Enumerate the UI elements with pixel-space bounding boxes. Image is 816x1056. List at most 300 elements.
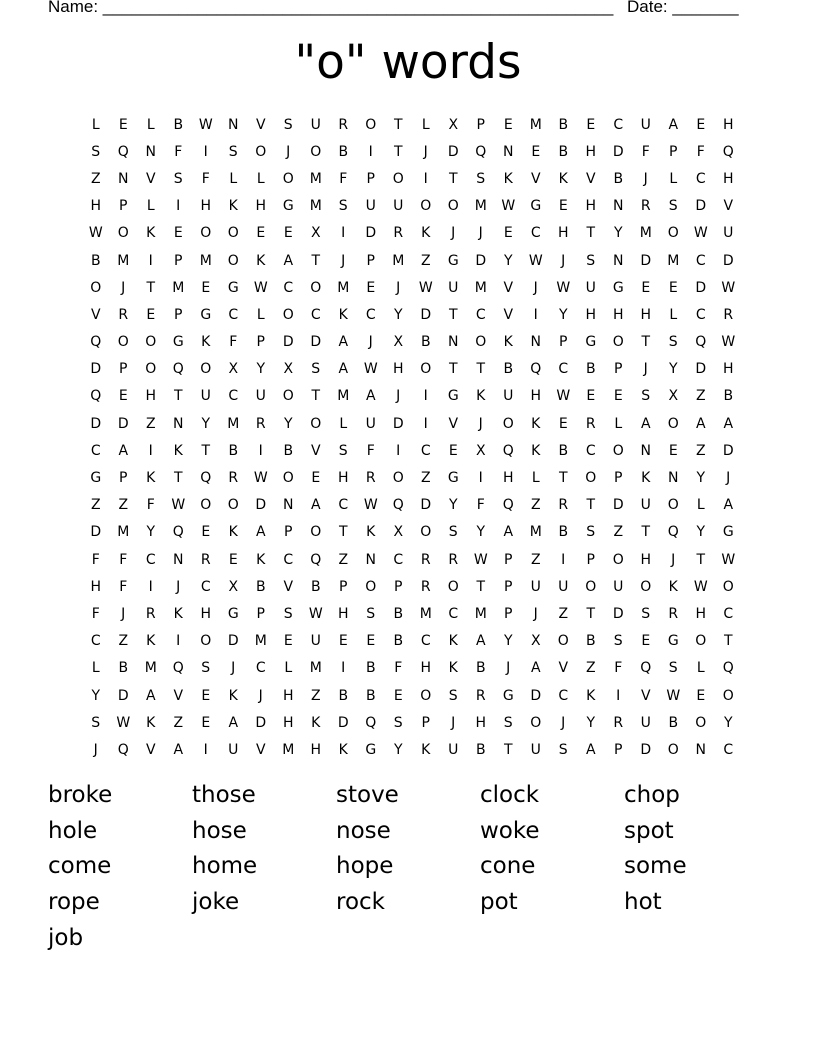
grid-letter: I: [341, 660, 346, 677]
grid-letter: N: [173, 551, 184, 568]
grid-letter: X: [228, 361, 239, 378]
grid-letter: Q: [502, 497, 514, 514]
grid-letter: I: [203, 143, 208, 160]
grid-letter: O: [502, 415, 514, 432]
grid-letter: H: [502, 470, 514, 487]
word-list-item: hose: [192, 817, 247, 844]
grid-letter: K: [256, 252, 266, 269]
grid-letter: L: [669, 306, 678, 323]
grid-letter: O: [200, 497, 212, 514]
grid-letter: B: [558, 143, 569, 160]
grid-letter: R: [228, 470, 239, 487]
grid-letter: B: [723, 388, 734, 405]
grid-letter: W: [253, 279, 268, 296]
grid-letter: I: [368, 143, 373, 160]
grid-letter: X: [668, 388, 679, 405]
grid-letter: I: [533, 306, 538, 323]
grid-letter: Z: [420, 470, 431, 487]
grid-letter: R: [145, 605, 156, 622]
grid-letter: Y: [613, 225, 623, 242]
grid-letter: P: [669, 143, 678, 160]
grid-letter: C: [283, 279, 294, 296]
grid-letter: K: [448, 660, 458, 677]
grid-letter: E: [338, 633, 348, 650]
grid-letter: B: [118, 660, 129, 677]
grid-letter: S: [586, 252, 596, 269]
grid-letter: H: [475, 714, 487, 731]
grid-letter: J: [561, 714, 566, 731]
grid-letter: D: [117, 415, 129, 432]
grid-letter: S: [668, 334, 678, 351]
grid-letter: C: [255, 660, 266, 677]
grid-letter: F: [394, 660, 403, 677]
grid-letter: D: [475, 252, 487, 269]
grid-letter: K: [503, 334, 513, 351]
grid-letter: V: [90, 306, 101, 323]
grid-letter: O: [310, 143, 322, 160]
grid-letter: U: [393, 198, 404, 215]
grid-letter: M: [282, 741, 295, 758]
grid-letter: R: [448, 551, 459, 568]
grid-letter: L: [614, 415, 623, 432]
grid-letter: F: [91, 605, 100, 622]
grid-letter: M: [419, 605, 432, 622]
word-list-item: hot: [624, 889, 662, 916]
grid-letter: C: [723, 605, 734, 622]
grid-letter: P: [366, 252, 375, 269]
word-list-item: cone: [480, 853, 536, 880]
grid-letter: U: [530, 578, 541, 595]
grid-letter: B: [90, 252, 101, 269]
grid-letter: N: [640, 442, 651, 459]
grid-letter: I: [176, 633, 181, 650]
grid-letter: Q: [117, 741, 129, 758]
grid-letter: L: [91, 660, 100, 677]
grid-letter: P: [366, 170, 375, 187]
grid-letter: W: [693, 578, 708, 595]
grid-letter: L: [229, 170, 238, 187]
grid-letter: M: [309, 660, 322, 677]
grid-letter: T: [586, 225, 596, 242]
grid-letter: H: [585, 306, 597, 323]
grid-letter: U: [640, 116, 651, 133]
grid-letter: S: [448, 687, 458, 704]
grid-letter: A: [310, 497, 321, 514]
grid-letter: Y: [201, 415, 211, 432]
grid-letter: U: [310, 633, 321, 650]
grid-letter: X: [283, 361, 294, 378]
grid-letter: S: [283, 116, 293, 133]
grid-letter: C: [200, 578, 211, 595]
grid-letter: E: [146, 306, 156, 323]
grid-letter: Q: [200, 470, 212, 487]
grid-letter: J: [396, 279, 401, 296]
grid-letter: S: [641, 605, 651, 622]
grid-letter: P: [476, 116, 485, 133]
grid-letter: O: [365, 578, 377, 595]
grid-letter: A: [283, 252, 294, 269]
grid-letter: S: [586, 524, 596, 541]
grid-row: [82, 464, 742, 491]
grid-letter: H: [200, 198, 212, 215]
grid-letter: W: [171, 497, 186, 514]
grid-letter: P: [119, 198, 128, 215]
grid-letter: N: [503, 143, 514, 160]
grid-letter: J: [451, 225, 456, 242]
grid-letter: T: [476, 578, 486, 595]
grid-letter: W: [363, 361, 378, 378]
grid-letter: I: [203, 741, 208, 758]
grid-letter: C: [613, 116, 624, 133]
grid-letter: X: [393, 334, 404, 351]
grid-letter: O: [365, 116, 377, 133]
grid-letter: S: [366, 605, 376, 622]
grid-letter: N: [173, 415, 184, 432]
grid-letter: P: [586, 551, 595, 568]
grid-letter: C: [90, 442, 101, 459]
grid-letter: Y: [558, 306, 568, 323]
grid-letter: I: [148, 442, 153, 459]
grid-letter: S: [476, 170, 486, 187]
word-list-item: job: [48, 924, 84, 951]
grid-letter: H: [90, 198, 102, 215]
grid-letter: D: [90, 361, 102, 378]
grid-letter: V: [558, 660, 569, 677]
grid-letter: R: [585, 415, 596, 432]
grid-row: [82, 546, 742, 573]
grid-letter: Q: [310, 551, 322, 568]
grid-letter: Q: [172, 524, 184, 541]
grid-letter: V: [173, 687, 184, 704]
grid-letter: P: [504, 578, 513, 595]
grid-letter: R: [393, 225, 404, 242]
grid-letter: N: [228, 116, 239, 133]
grid-letter: P: [174, 306, 183, 323]
grid-letter: X: [393, 524, 404, 541]
grid-letter: W: [556, 279, 571, 296]
grid-letter: U: [310, 116, 321, 133]
grid-letter: O: [612, 442, 624, 459]
grid-letter: A: [365, 388, 376, 405]
grid-letter: S: [393, 714, 403, 731]
grid-letter: L: [696, 660, 705, 677]
grid-letter: R: [118, 306, 129, 323]
word-list-item: clock: [480, 782, 540, 808]
grid-letter: K: [421, 225, 431, 242]
grid-letter: O: [282, 388, 294, 405]
grid-letter: H: [255, 198, 267, 215]
grid-letter: L: [531, 470, 540, 487]
grid-letter: W: [116, 714, 131, 731]
grid-letter: P: [421, 714, 430, 731]
grid-letter: V: [640, 687, 651, 704]
grid-letter: T: [173, 470, 183, 487]
grid-letter: K: [173, 442, 183, 459]
grid-letter: K: [476, 388, 486, 405]
grid-letter: F: [339, 170, 348, 187]
grid-letter: J: [478, 225, 483, 242]
grid-letter: M: [474, 279, 487, 296]
grid-letter: D: [392, 415, 404, 432]
grid-letter: W: [721, 334, 736, 351]
grid-letter: W: [418, 279, 433, 296]
grid-letter: K: [448, 633, 458, 650]
grid-letter: T: [146, 279, 156, 296]
grid-letter: U: [613, 578, 624, 595]
grid-letter: E: [311, 470, 321, 487]
grid-letter: M: [529, 524, 542, 541]
grid-letter: K: [256, 551, 266, 568]
grid-letter: Z: [118, 497, 129, 514]
grid-letter: Z: [613, 524, 624, 541]
grid-letter: O: [227, 225, 239, 242]
grid-letter: U: [640, 714, 651, 731]
grid-letter: Q: [90, 334, 102, 351]
grid-letter: E: [696, 116, 706, 133]
word-list-item: come: [48, 853, 112, 880]
grid-letter: B: [585, 633, 596, 650]
grid-letter: D: [722, 442, 734, 459]
grid-letter: C: [420, 633, 431, 650]
grid-letter: B: [475, 741, 486, 758]
grid-letter: C: [145, 551, 156, 568]
grid-letter: T: [448, 306, 458, 323]
grid-letter: M: [474, 198, 487, 215]
grid-letter: H: [90, 578, 102, 595]
grid-letter: Q: [667, 524, 679, 541]
grid-letter: N: [695, 741, 706, 758]
grid-letter: Y: [586, 714, 596, 731]
grid-letter: D: [90, 524, 102, 541]
grid-letter: U: [585, 279, 596, 296]
grid-letter: U: [448, 741, 459, 758]
grid-letter: I: [148, 578, 153, 595]
grid-letter: G: [172, 334, 184, 351]
grid-letter: Z: [90, 497, 101, 514]
grid-letter: D: [612, 497, 624, 514]
grid-letter: Q: [90, 388, 102, 405]
grid-row: [82, 329, 742, 356]
grid-letter: S: [503, 714, 513, 731]
grid-letter: C: [475, 306, 486, 323]
grid-letter: S: [668, 660, 678, 677]
grid-letter: J: [396, 388, 401, 405]
grid-letter: S: [558, 741, 568, 758]
grid-letter: T: [586, 605, 596, 622]
grid-letter: C: [530, 225, 541, 242]
grid-letter: S: [283, 605, 293, 622]
grid-letter: V: [255, 116, 266, 133]
grid-letter: H: [585, 143, 597, 160]
grid-letter: T: [641, 334, 651, 351]
grid-letter: W: [198, 116, 213, 133]
grid-letter: K: [146, 225, 156, 242]
grid-letter: L: [256, 170, 265, 187]
grid-letter: G: [365, 741, 377, 758]
grid-letter: H: [640, 306, 652, 323]
grid-letter: A: [255, 524, 266, 541]
grid-letter: T: [558, 470, 568, 487]
grid-letter: O: [640, 578, 652, 595]
grid-letter: I: [176, 198, 181, 215]
grid-letter: T: [393, 143, 403, 160]
grid-letter: H: [722, 116, 734, 133]
grid-letter: K: [586, 687, 596, 704]
grid-letter: A: [145, 687, 156, 704]
grid-letter: O: [145, 334, 157, 351]
grid-row: [82, 193, 742, 220]
grid-letter: J: [671, 551, 676, 568]
grid-letter: X: [530, 633, 541, 650]
grid-letter: P: [174, 252, 183, 269]
grid-letter: Y: [448, 497, 458, 514]
grid-letter: S: [448, 524, 458, 541]
grid-letter: S: [641, 388, 651, 405]
grid-letter: N: [118, 170, 129, 187]
grid-letter: P: [256, 605, 265, 622]
grid-letter: A: [475, 633, 486, 650]
grid-letter: I: [258, 442, 263, 459]
grid-letter: L: [696, 497, 705, 514]
grid-letter: B: [365, 660, 376, 677]
grid-row: [82, 519, 742, 546]
grid-letter: W: [473, 551, 488, 568]
grid-letter: O: [612, 334, 624, 351]
grid-letter: H: [530, 388, 542, 405]
grid-letter: K: [146, 714, 156, 731]
grid-letter: P: [614, 741, 623, 758]
grid-letter: O: [475, 334, 487, 351]
grid-letter: P: [339, 578, 348, 595]
grid-row: [82, 736, 742, 763]
grid-letter: M: [337, 388, 350, 405]
word-list-item: rope: [48, 889, 100, 916]
grid-letter: T: [393, 116, 403, 133]
grid-letter: J: [643, 361, 648, 378]
grid-letter: M: [117, 524, 130, 541]
grid-letter: X: [475, 442, 486, 459]
grid-letter: U: [228, 741, 239, 758]
grid-letter: W: [308, 605, 323, 622]
grid-letter: Y: [393, 306, 403, 323]
grid-letter: H: [282, 714, 294, 731]
grid-letter: B: [228, 442, 239, 459]
grid-letter: N: [613, 252, 624, 269]
grid-letter: F: [476, 497, 485, 514]
grid-letter: M: [199, 252, 212, 269]
grid-letter: B: [283, 442, 294, 459]
grid-letter: G: [447, 252, 459, 269]
grid-letter: M: [117, 252, 130, 269]
grid-row: [82, 165, 742, 192]
grid-letter: O: [200, 633, 212, 650]
grid-letter: G: [502, 687, 514, 704]
grid-letter: L: [146, 116, 155, 133]
grid-letter: D: [365, 225, 377, 242]
grid-letter: G: [200, 306, 212, 323]
grid-letter: A: [695, 415, 706, 432]
grid-letter: L: [339, 415, 348, 432]
grid-letter: T: [338, 524, 348, 541]
grid-letter: D: [117, 687, 129, 704]
grid-letter: E: [668, 279, 678, 296]
grid-row: [82, 247, 742, 274]
grid-letter: L: [421, 116, 430, 133]
grid-letter: E: [228, 551, 238, 568]
grid-letter: S: [311, 361, 321, 378]
grid-letter: E: [531, 143, 541, 160]
grid-letter: O: [420, 198, 432, 215]
grid-letter: W: [721, 551, 736, 568]
grid-letter: Q: [640, 660, 652, 677]
grid-letter: N: [530, 334, 541, 351]
grid-letter: R: [640, 198, 651, 215]
grid-letter: A: [723, 415, 734, 432]
word-list-item: joke: [192, 889, 240, 916]
grid-letter: C: [723, 741, 734, 758]
grid-letter: S: [338, 198, 348, 215]
grid-letter: K: [421, 741, 431, 758]
word-list-item: hope: [336, 853, 394, 880]
grid-letter: B: [558, 524, 569, 541]
grid-letter: D: [255, 714, 267, 731]
grid-letter: H: [557, 225, 569, 242]
grid-letter: Q: [502, 442, 514, 459]
name-field-label: Name: ______________________________________________________: [48, 0, 614, 16]
grid-letter: F: [641, 143, 650, 160]
grid-letter: A: [668, 116, 679, 133]
grid-letter: I: [561, 551, 566, 568]
grid-letter: A: [530, 660, 541, 677]
grid-letter: E: [503, 225, 513, 242]
grid-letter: Q: [172, 660, 184, 677]
grid-letter: C: [228, 306, 239, 323]
grid-letter: C: [585, 442, 596, 459]
grid-letter: F: [174, 143, 183, 160]
grid-letter: D: [722, 252, 734, 269]
grid-letter: Z: [695, 388, 706, 405]
grid-letter: U: [640, 497, 651, 514]
grid-letter: E: [641, 633, 651, 650]
grid-letter: B: [475, 660, 486, 677]
grid-letter: W: [556, 388, 571, 405]
grid-row: [82, 220, 742, 247]
grid-letter: Z: [695, 442, 706, 459]
grid-row: [82, 356, 742, 383]
grid-letter: Y: [696, 524, 706, 541]
grid-letter: H: [337, 605, 349, 622]
grid-letter: O: [227, 252, 239, 269]
word-list-item: spot: [624, 817, 674, 844]
grid-letter: C: [393, 551, 404, 568]
grid-letter: U: [448, 279, 459, 296]
grid-row: [82, 410, 742, 437]
grid-letter: E: [696, 687, 706, 704]
grid-letter: D: [337, 714, 349, 731]
grid-letter: F: [366, 442, 375, 459]
grid-letter: U: [200, 388, 211, 405]
grid-letter: O: [392, 170, 404, 187]
grid-letter: I: [478, 470, 483, 487]
grid-letter: Y: [256, 361, 266, 378]
grid-letter: K: [228, 198, 238, 215]
word-list-item: nose: [336, 817, 391, 844]
grid-letter: W: [363, 497, 378, 514]
grid-letter: W: [501, 198, 516, 215]
grid-letter: Y: [393, 741, 403, 758]
grid-letter: J: [643, 170, 648, 187]
grid-letter: T: [723, 633, 733, 650]
